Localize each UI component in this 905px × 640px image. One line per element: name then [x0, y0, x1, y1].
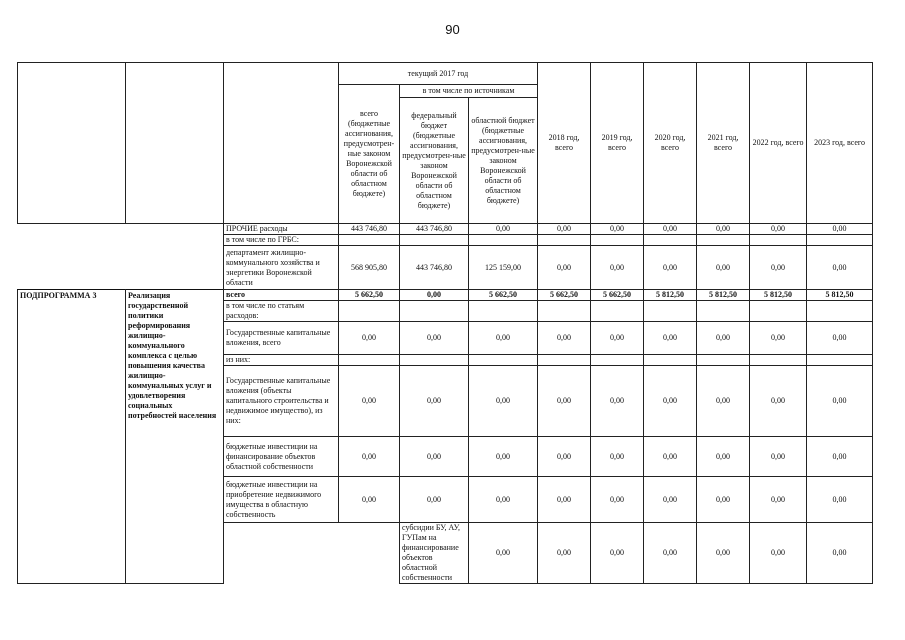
row-label: в том числе по ГРБС: — [224, 235, 339, 246]
value-cell — [591, 235, 644, 246]
value-cell: 0,00 — [644, 523, 697, 584]
value-cell — [697, 355, 750, 366]
header-federal: федеральный бюджет (бюджетные ассигнования, предусмотрен-ные законом Воронежской области об областном бюджете) — [400, 98, 469, 224]
value-cell — [750, 235, 807, 246]
value-cell: 0,00 — [807, 224, 873, 235]
row-label: Государственные капитальные вложения, всего — [224, 322, 339, 355]
value-cell — [697, 235, 750, 246]
value-cell: 0,00 — [807, 437, 873, 477]
value-cell: 5 662,50 — [538, 290, 591, 301]
value-cell — [469, 301, 538, 322]
value-cell: 0,00 — [807, 366, 873, 437]
value-cell: 0,00 — [400, 290, 469, 301]
value-cell: 0,00 — [750, 366, 807, 437]
value-cell: 0,00 — [591, 437, 644, 477]
value-cell: 0,00 — [400, 437, 469, 477]
value-cell: 0,00 — [538, 366, 591, 437]
header-row-1 — [18, 63, 873, 85]
value-cell: 0,00 — [644, 224, 697, 235]
value-cell — [807, 355, 873, 366]
value-cell: 0,00 — [538, 322, 591, 355]
value-cell: 0,00 — [591, 322, 644, 355]
subprogram-name: Реализация государственной политики реформирования жилищно-коммунального комплекса с целью повышения качества жилищно-коммунальных услуг и удовлетворения социальных потребностей населения — [126, 290, 224, 584]
value-cell: 0,00 — [644, 366, 697, 437]
empty-cell — [18, 224, 126, 235]
empty-cell — [339, 523, 400, 584]
value-cell: 0,00 — [339, 322, 400, 355]
value-cell: 443 746,80 — [400, 224, 469, 235]
header-blank-2 — [126, 63, 224, 224]
value-cell — [339, 355, 400, 366]
value-cell: 0,00 — [469, 224, 538, 235]
value-cell — [750, 301, 807, 322]
row-label: в том числе по статьям расходов: — [224, 301, 339, 322]
value-cell: 0,00 — [400, 322, 469, 355]
row-label: ПРОЧИЕ расходы — [224, 224, 339, 235]
table-row — [18, 290, 873, 301]
value-cell: 0,00 — [697, 224, 750, 235]
value-cell: 0,00 — [538, 477, 591, 523]
header-total: всего (бюджетные ассигнования, предусмотрен-ные законом Воронежской области об областном бюджете) — [339, 85, 400, 224]
header-blank-1 — [18, 63, 126, 224]
value-cell: 0,00 — [469, 322, 538, 355]
value-cell: 0,00 — [807, 477, 873, 523]
value-cell: 0,00 — [339, 477, 400, 523]
value-cell: 0,00 — [400, 366, 469, 437]
row-label: бюджетные инвестиции на финансирование объектов областной собственности — [224, 437, 339, 477]
value-cell: 443 746,80 — [400, 246, 469, 290]
header-by-sources: в том числе по источникам — [400, 85, 538, 98]
subprogram-code: ПОДПРОГРАММА 3 — [18, 290, 126, 584]
header-current-year: текущий 2017 год — [339, 63, 538, 85]
row-label: бюджетные инвестиции на приобретение недвижимого имущества в областную собственность — [224, 477, 339, 523]
value-cell: 0,00 — [469, 437, 538, 477]
value-cell: 0,00 — [644, 477, 697, 523]
value-cell: 5 812,50 — [750, 290, 807, 301]
value-cell — [750, 355, 807, 366]
table-row — [18, 246, 873, 290]
header-blank-3 — [224, 63, 339, 224]
table-row — [18, 224, 873, 235]
value-cell — [807, 301, 873, 322]
value-cell — [339, 235, 400, 246]
budget-table — [17, 62, 873, 584]
value-cell: 5 812,50 — [644, 290, 697, 301]
value-cell — [339, 301, 400, 322]
value-cell: 5 662,50 — [469, 290, 538, 301]
value-cell: 0,00 — [697, 477, 750, 523]
value-cell: 0,00 — [807, 246, 873, 290]
value-cell: 0,00 — [697, 246, 750, 290]
value-cell: 0,00 — [807, 322, 873, 355]
empty-cell — [126, 224, 224, 235]
header-2018: 2018 год, всего — [538, 63, 591, 224]
value-cell: 0,00 — [644, 437, 697, 477]
value-cell — [469, 235, 538, 246]
value-cell: 125 159,00 — [469, 246, 538, 290]
page-number: 90 — [445, 22, 460, 37]
value-cell — [644, 301, 697, 322]
row-label: Государственные капитальные вложения (объекты капитального строительства и недвижимое имущество), из них: — [224, 366, 339, 437]
empty-cell — [224, 523, 339, 584]
value-cell — [591, 301, 644, 322]
value-cell: 5 662,50 — [339, 290, 400, 301]
value-cell: 5 662,50 — [591, 290, 644, 301]
empty-cell — [18, 235, 126, 246]
value-cell — [469, 355, 538, 366]
value-cell: 0,00 — [538, 437, 591, 477]
value-cell — [538, 355, 591, 366]
header-2020: 2020 год, всего — [644, 63, 697, 224]
value-cell: 0,00 — [339, 437, 400, 477]
row-label: субсидии БУ, АУ, ГУПам на финансирование объектов областной собственности — [400, 523, 469, 584]
empty-cell — [126, 235, 224, 246]
value-cell: 0,00 — [750, 523, 807, 584]
value-cell — [538, 235, 591, 246]
value-cell: 0,00 — [697, 366, 750, 437]
value-cell: 0,00 — [807, 523, 873, 584]
value-cell: 0,00 — [750, 224, 807, 235]
row-label: из них: — [224, 355, 339, 366]
value-cell — [644, 355, 697, 366]
header-regional: областной бюджет (бюджетные ассигнования, предусмотрен-ные законом Воронежской области об областном бюджете) — [469, 98, 538, 224]
value-cell: 0,00 — [469, 523, 538, 584]
value-cell: 0,00 — [644, 246, 697, 290]
value-cell: 0,00 — [339, 366, 400, 437]
table-row — [18, 235, 873, 246]
value-cell: 0,00 — [469, 366, 538, 437]
header-2023: 2023 год, всего — [807, 63, 873, 224]
value-cell: 0,00 — [644, 322, 697, 355]
value-cell: 443 746,80 — [339, 224, 400, 235]
value-cell: 0,00 — [697, 437, 750, 477]
header-2021: 2021 год, всего — [697, 63, 750, 224]
value-cell: 0,00 — [591, 523, 644, 584]
value-cell: 0,00 — [750, 322, 807, 355]
empty-cell — [18, 246, 126, 290]
value-cell — [644, 235, 697, 246]
value-cell — [807, 235, 873, 246]
empty-cell — [126, 246, 224, 290]
value-cell — [538, 301, 591, 322]
value-cell: 0,00 — [591, 477, 644, 523]
value-cell: 0,00 — [538, 523, 591, 584]
value-cell: 0,00 — [697, 322, 750, 355]
value-cell: 0,00 — [591, 224, 644, 235]
value-cell: 0,00 — [538, 224, 591, 235]
value-cell: 0,00 — [591, 366, 644, 437]
value-cell — [400, 301, 469, 322]
value-cell — [400, 235, 469, 246]
value-cell: 5 812,50 — [697, 290, 750, 301]
value-cell: 0,00 — [469, 477, 538, 523]
header-2022: 2022 год, всего — [750, 63, 807, 224]
value-cell: 568 905,80 — [339, 246, 400, 290]
value-cell — [400, 355, 469, 366]
row-label: всего — [224, 290, 339, 301]
value-cell: 0,00 — [591, 246, 644, 290]
value-cell: 0,00 — [750, 246, 807, 290]
value-cell: 0,00 — [538, 246, 591, 290]
row-label: департамент жилищно-коммунального хозяйства и энергетики Воронежской области — [224, 246, 339, 290]
value-cell: 0,00 — [750, 477, 807, 523]
value-cell: 0,00 — [400, 477, 469, 523]
header-2019: 2019 год, всего — [591, 63, 644, 224]
value-cell: 5 812,50 — [807, 290, 873, 301]
value-cell: 0,00 — [750, 437, 807, 477]
value-cell — [697, 301, 750, 322]
value-cell — [591, 355, 644, 366]
value-cell: 0,00 — [697, 523, 750, 584]
